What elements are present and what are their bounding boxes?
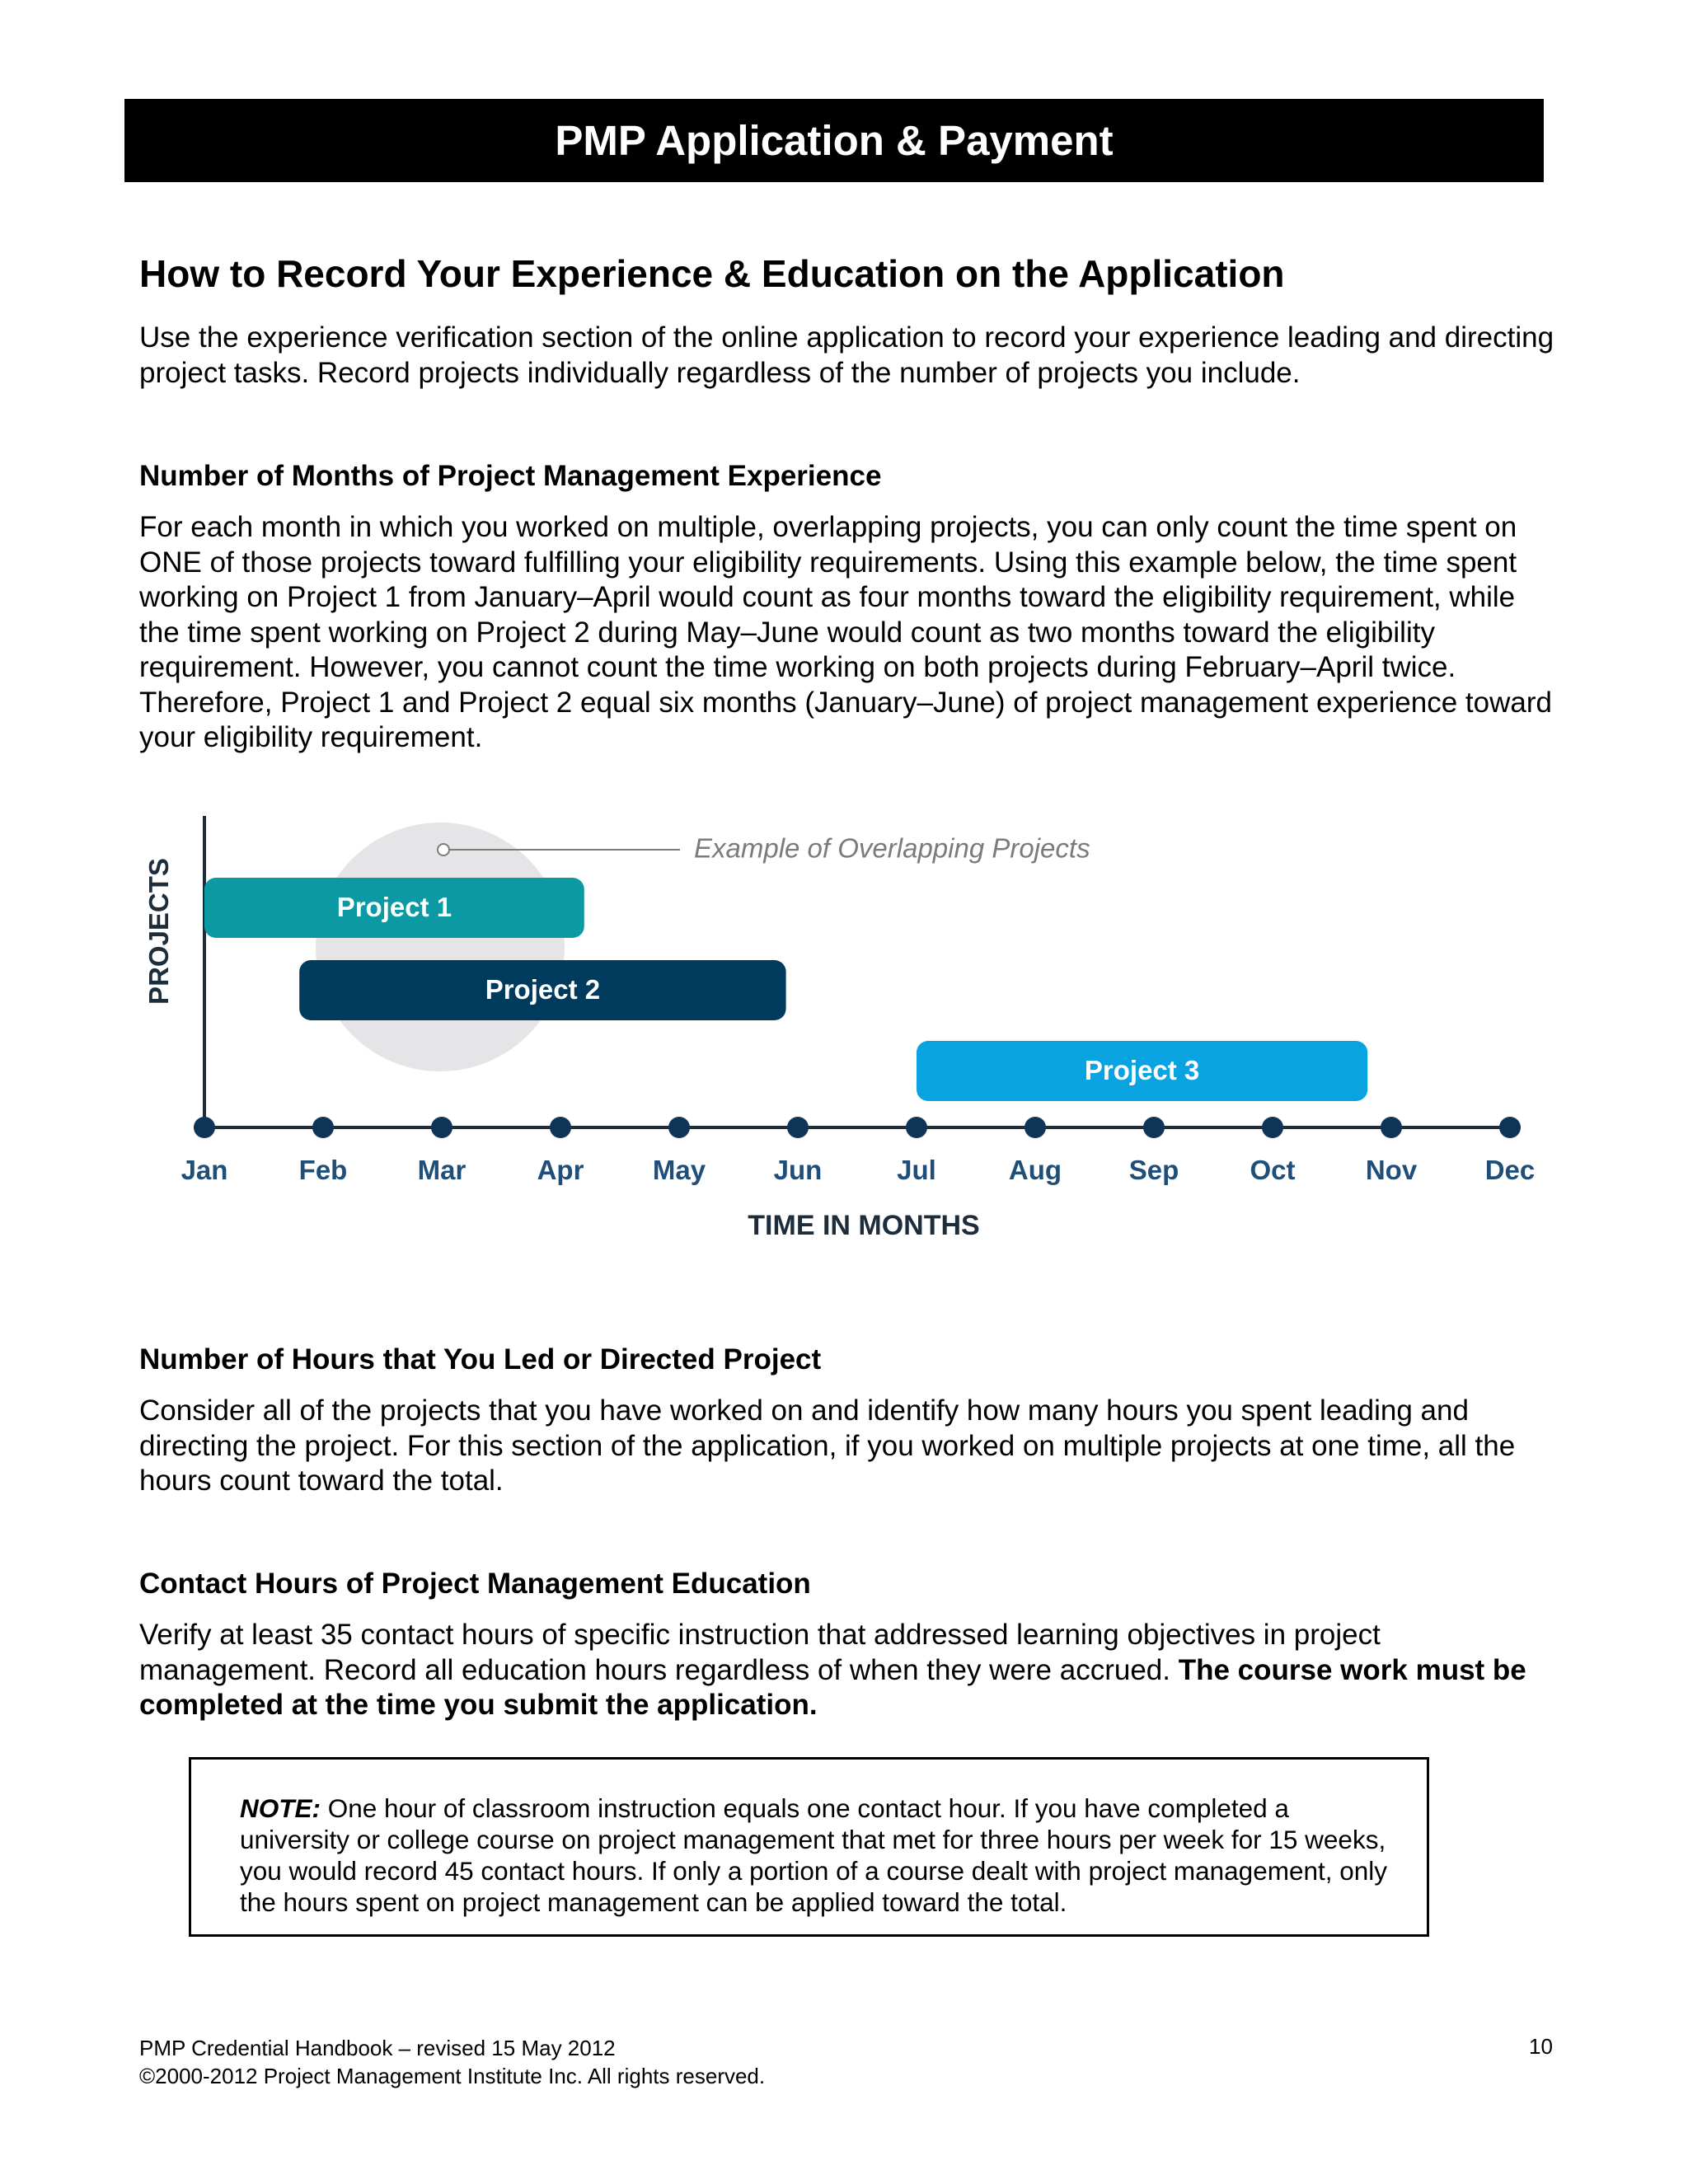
month-marker-feb	[312, 1117, 334, 1138]
month-label-jul: Jul	[897, 1155, 936, 1185]
month-label-oct: Oct	[1250, 1155, 1296, 1185]
note-text	[240, 1793, 1394, 1918]
note-box	[189, 1757, 1429, 1937]
main-heading: How to Record Your Experience & Education on the Application	[139, 252, 1285, 295]
footer-line-1: PMP Credential Handbook – revised 15 May 2012	[139, 2036, 616, 2060]
contact-body-bold: The course work must be completed at the time you submit the application.	[139, 1653, 1526, 1721]
project-bar-label: Project 2	[485, 974, 601, 1005]
month-label-sep: Sep	[1128, 1155, 1179, 1185]
project-bar-label: Project 3	[1084, 1055, 1200, 1086]
hours-paragraph: Consider all of the projects that you have worked on and identify how many hours you spent leading and directing the project. For this section of the application, if you worked on multiple projects at one time, all the hours count toward the total.	[139, 1394, 1516, 1497]
month-label-jun: Jun	[773, 1155, 823, 1185]
project-bar-2	[299, 960, 785, 1020]
footer-copyright: ©2000-2012 Project Management Institute Inc. All rights reserved.	[139, 2064, 766, 2088]
y-axis-label: PROJECTS	[143, 858, 174, 1005]
annotation-label: Example of Overlapping Projects	[694, 832, 1090, 864]
months-paragraph: For each month in which you worked on multiple, overlapping projects, you can only count the time spent on ONE of those projects toward fulfilling your eligibility requirements. Using this example below, the time spent working on Project 1 from January–April would count as four months toward the eligibility requirement, while the time spent working on Project 2 during May–June would count as two months toward the eligibility requirement. However, you cannot count the time working on both projects during February–April twice. Therefore, Project 1 and Project 2 equal six months (January–June) of project management experience toward your eligibility requirement.	[139, 511, 1552, 753]
project-bars	[204, 878, 1367, 1101]
month-marker-jul	[906, 1117, 927, 1138]
month-marker-jun	[787, 1117, 809, 1138]
banner-title: PMP Application & Payment	[555, 117, 1114, 164]
month-marker-jan	[194, 1117, 215, 1138]
project-bar-1	[204, 878, 584, 938]
project-bar-label: Project 1	[336, 892, 452, 923]
note-body: One hour of classroom instruction equals one contact hour. If you have completed a university or college course on project management that met for three hours per week for 15 weeks, you would record 45 contact hours. If only a portion of a course dealt with project management, only the hours spent on project management can be applied toward the total.	[240, 1793, 1388, 1917]
month-marker-sep	[1143, 1117, 1165, 1138]
month-label-feb: Feb	[298, 1155, 348, 1185]
month-label-jan: Jan	[181, 1155, 228, 1185]
month-label-dec: Dec	[1484, 1155, 1536, 1185]
page-number: 10	[1529, 2034, 1553, 2059]
month-marker-oct	[1262, 1117, 1283, 1138]
month-marker-apr	[550, 1117, 571, 1138]
month-marker-aug	[1025, 1117, 1046, 1138]
month-label-aug: Aug	[1008, 1155, 1062, 1185]
contact-paragraph	[139, 1618, 1561, 1723]
overlapping-projects-chart	[124, 816, 1550, 1261]
overlap-highlight-circle	[316, 823, 565, 1071]
month-marker-nov	[1381, 1117, 1402, 1138]
page-banner	[124, 99, 1544, 182]
x-axis-label: TIME IN MONTHS	[748, 1210, 980, 1241]
months-heading: Number of Months of Project Management Experience	[139, 460, 882, 492]
month-label-nov: Nov	[1365, 1155, 1418, 1185]
month-label-may: May	[652, 1155, 706, 1185]
footer	[139, 2034, 765, 2090]
month-marker-mar	[431, 1117, 452, 1138]
month-label-mar: Mar	[417, 1155, 467, 1185]
note-label: NOTE:	[240, 1793, 321, 1823]
month-marker-dec	[1499, 1117, 1521, 1138]
intro-paragraph: Use the experience verification section of the online application to record your experience leading and directing project tasks. Record projects individually regardless of the number of projects you include.	[139, 321, 1554, 389]
annotation-dot	[438, 844, 449, 855]
contact-heading: Contact Hours of Project Management Education	[139, 1568, 811, 1600]
hours-heading: Number of Hours that You Led or Directed Project	[139, 1343, 822, 1376]
month-marker-may	[668, 1117, 690, 1138]
month-label-apr: Apr	[537, 1155, 584, 1185]
contact-body: Verify at least 35 contact hours of specific instruction that addressed learning objectives in project management. Record all education hours regardless of when they were accrued.	[139, 1619, 1381, 1686]
project-bar-3	[917, 1041, 1367, 1101]
